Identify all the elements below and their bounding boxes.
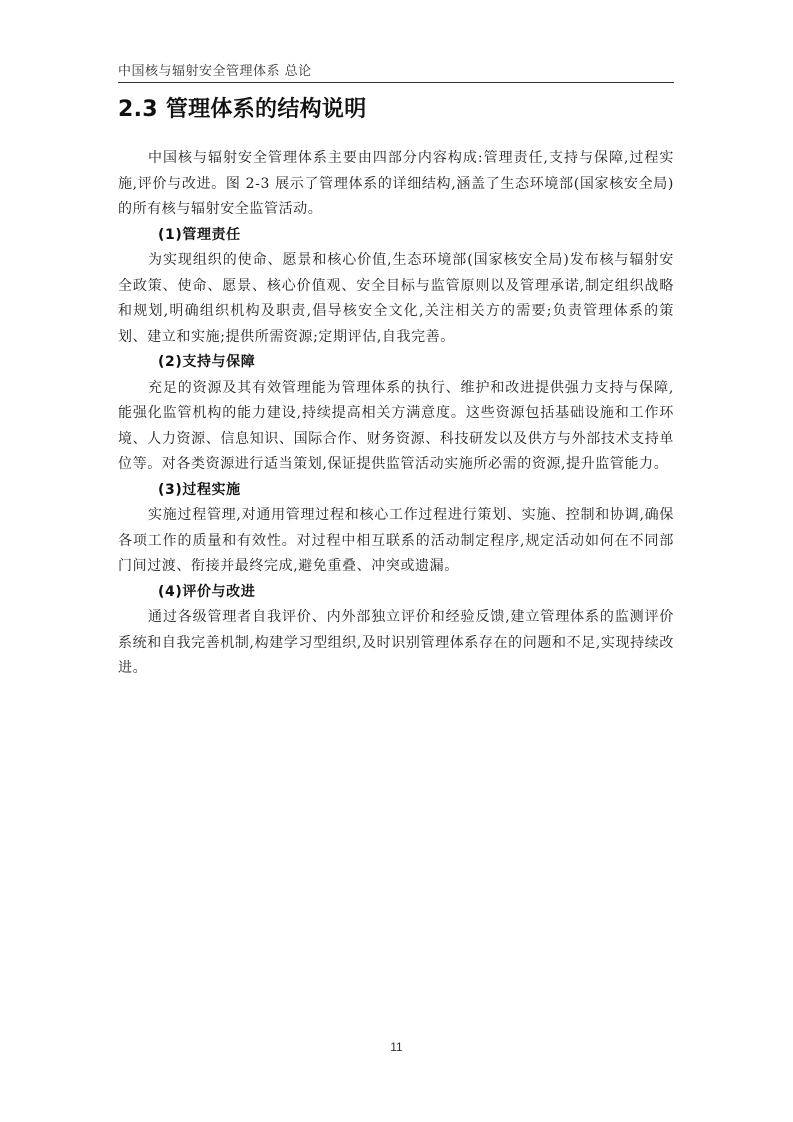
paragraph-evaluation-improvement: 通过各级管理者自我评价、内外部独立评价和经验反馈,建立管理体系的监测评价系统和自我完善机制,构建学习型组织,及时识别管理体系存在的问题和不足,实现持续改进。 [118, 609, 674, 676]
header-title: 中国核与辐射安全管理体系 总论 [118, 64, 312, 79]
body-text [118, 146, 674, 682]
paragraph-process-implementation: 实施过程管理,对通用管理过程和核心工作过程进行策划、实施、控制和协调,确保各项工作的质量和有效性。对过程中相互联系的活动制定程序,规定活动如何在不同部门间过渡、衔接并最终完成,避免重叠、冲突或遗漏。 [118, 507, 674, 574]
page-number: 11 [390, 1040, 403, 1054]
paragraph-support-assurance: 充足的资源及其有效管理能为管理体系的执行、维护和改进提供强力支持与保障,能强化监管机构的能力建设,持续提高相关方满意度。这些资源包括基础设施和工作环境、人力资源、信息知识、国际合作、财务资源、科技研发以及供方与外部技术支持单位等。对各类资源进行适当策划,保证提供监管活动实施所必需的资源,提升监管能力。 [118, 379, 674, 472]
section-title: 2.3 管理体系的结构说明 [118, 97, 367, 122]
page-header [118, 60, 674, 83]
subheading-management-responsibility: (1)管理责任 [158, 226, 241, 243]
intro-paragraph: 中国核与辐射安全管理体系主要由四部分内容构成:管理责任,支持与保障,过程实施,评价与改进。图 2-3 展示了管理体系的详细结构,涵盖了生态环境部(国家核安全局)的所有核与辐射安全监管活动。 [118, 150, 674, 217]
subheading-process-implementation: (3)过程实施 [158, 481, 241, 498]
subheading-support-assurance: (2)支持与保障 [158, 354, 256, 370]
subheading-evaluation-improvement: (4)评价与改进 [158, 583, 256, 600]
paragraph-management-responsibility: 为实现组织的使命、愿景和核心价值,生态环境部(国家核安全局)发布核与辐射安全政策、使命、愿景、核心价值观、安全目标与监管原则以及管理承诺,制定组织战略和规划,明确组织机构及职责,倡导核安全文化,关注相关方的需要;负责管理体系的策划、建立和实施;提供所需资源;定期评估,自我完善。 [118, 252, 674, 345]
